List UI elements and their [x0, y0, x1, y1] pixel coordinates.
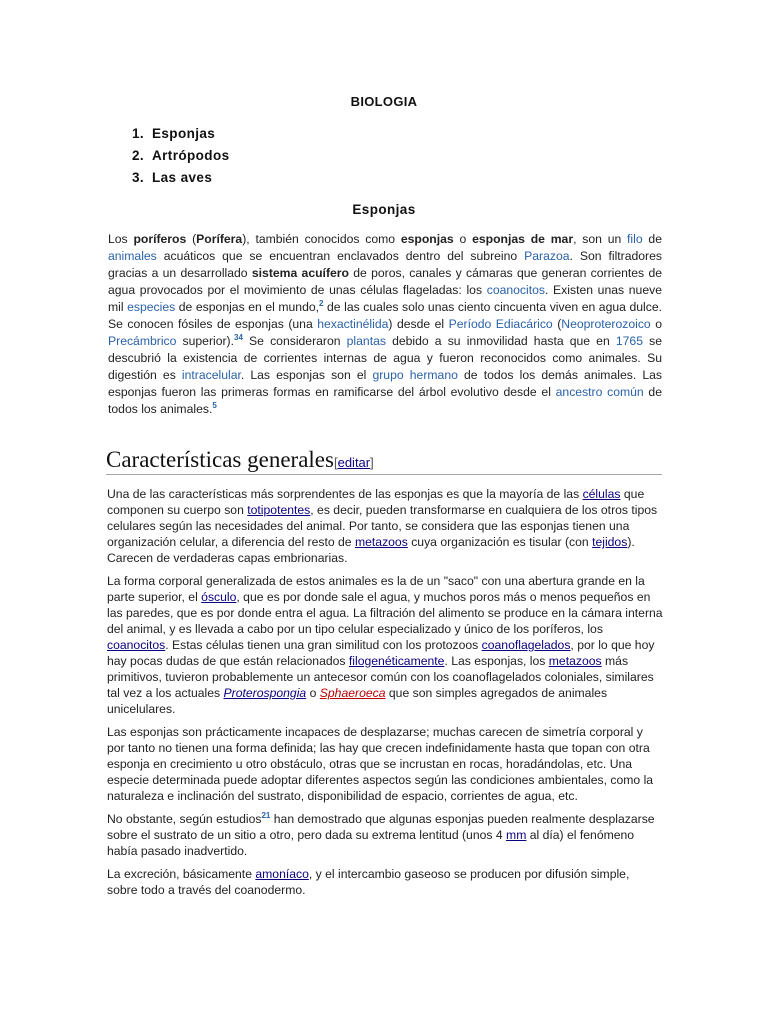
text: ), también conocidos como	[242, 232, 401, 246]
toc-number: 1.	[132, 126, 145, 141]
text: Una de las características más sorprendentes de las esponjas es que la mayoría de las	[107, 487, 583, 501]
paragraph-1	[107, 486, 663, 566]
link-intracelular[interactable]: intracelular	[181, 368, 241, 382]
toc-number: 3.	[132, 170, 145, 185]
edit-bracket: [	[333, 455, 338, 470]
text: La excreción, básicamente	[107, 867, 256, 881]
link-precambrico[interactable]: Precámbrico	[108, 334, 177, 348]
intro-paragraph	[108, 231, 662, 418]
text: , por lo que hoy hay pocas dudas de que están relacionados	[107, 638, 655, 668]
text: más primitivos, tuvieron probablemente un antecesor común con los coanoflagelados coloniales, similares tal vez a los actuales	[107, 654, 654, 700]
citation-21[interactable]: 21	[261, 810, 271, 820]
link-parazoa[interactable]: Parazoa	[524, 249, 570, 263]
text: o	[650, 317, 662, 331]
link-coanocitos[interactable]: coanocitos	[107, 638, 166, 652]
toc-label: Las aves	[152, 170, 213, 185]
section-heading	[106, 447, 662, 475]
text: . Estas células tienen una gran similitud con los protozoos	[165, 638, 482, 652]
text: debido a su inmovilidad hasta que en	[385, 334, 616, 348]
paragraph-3: Las esponjas son prácticamente incapaces de desplazarse; muchas carecen de simetría corporal y por tanto no tienen una forma definida; las hay que crecen indefinidamente hasta que topan con otra esponja en crecimiento u otro obstáculo, otras que se incrustan en rocas, horadándolas, etc. Una especie determinada puede adoptar diferentes aspectos según las condiciones ambientales, como la naturaleza e inclinación del sustrato, disponibilidad de espacio, corrientes de agua, etc.	[107, 725, 654, 803]
text: que son simples agregados de animales unicelulares.	[107, 686, 608, 716]
paragraph-5	[107, 866, 663, 898]
text: ) desde el	[388, 317, 449, 331]
bold-term: poríferos	[133, 232, 187, 246]
text: o	[306, 686, 320, 700]
link-proterospongia[interactable]: Proterospongia	[223, 686, 307, 700]
link-neoproterozoico[interactable]: Neoproterozoico	[561, 317, 651, 331]
toc-label: Esponjas	[152, 126, 216, 141]
link-hexactinelida[interactable]: hexactinélida	[317, 317, 389, 331]
text: de	[642, 232, 662, 246]
link-totipotentes[interactable]: totipotentes	[247, 503, 311, 517]
text: . Las esponjas son el	[240, 368, 373, 382]
paragraph-4	[107, 811, 663, 859]
text: , que es por donde sale el agua, y muchos poros más o menos pequeños en las paredes, que es por donde entra el agua. La filtración del alimento se produce en la cámara interna del animal, y es llevada a cabo por un tipo celular especializado y único de los poríferos, los	[107, 590, 663, 636]
document-title: BIOLOGIA	[350, 94, 418, 109]
text: de las cuales solo unas ciento cincuenta viven en agua dulce. Se conocen fósiles de esponjas (una	[108, 300, 662, 331]
text: que componen su cuerpo son	[107, 487, 645, 517]
link-periodo-ediacarico[interactable]: Período Ediacárico	[448, 317, 553, 331]
text: acuáticos que se encuentran enclavados dentro del subreino	[156, 249, 525, 263]
link-osculo[interactable]: ósculo	[201, 590, 237, 604]
text: se descubrió la existencia de corrientes internas de agua y fueron reconocidos como animales. Su digestión es	[108, 334, 662, 382]
bold-term: sistema acuífero	[251, 266, 349, 280]
text: cuya organización es tisular (con	[407, 535, 593, 549]
link-metazoos[interactable]: metazoos	[548, 654, 602, 668]
text: (	[552, 317, 562, 331]
edit-bracket: ]	[370, 455, 374, 470]
bold-term: Porífera	[196, 232, 243, 246]
table-of-contents	[132, 126, 230, 192]
toc-item	[132, 126, 230, 148]
edit-section	[334, 455, 374, 470]
link-tejidos[interactable]: tejidos	[592, 535, 628, 549]
heading-text: Características generales	[106, 447, 334, 472]
link-animales[interactable]: animales	[108, 249, 157, 263]
text: de poros, canales y cámaras que generan corrientes de agua provocados por el movimiento de unas células flageladas: los	[108, 266, 662, 297]
paragraph-2	[107, 573, 663, 717]
text: , son un	[573, 232, 628, 246]
link-coanocitos[interactable]: coanocitos	[486, 283, 545, 297]
article-body	[107, 486, 663, 905]
text: de todos los animales.	[108, 385, 662, 416]
edit-link[interactable]: editar	[337, 455, 371, 470]
toc-item	[132, 170, 230, 192]
link-metazoos[interactable]: metazoos	[354, 535, 408, 549]
link-mm[interactable]: mm	[506, 828, 527, 842]
link-filo[interactable]: filo	[627, 232, 643, 246]
text: , y el intercambio gaseoso se producen por difusión simple, sobre todo a través del coanodermo.	[107, 867, 630, 897]
toc-number: 2.	[132, 148, 145, 163]
link-plantas[interactable]: plantas	[346, 334, 386, 348]
citation-34[interactable]: 34	[234, 332, 243, 342]
text: . Existen unas nueve mil	[108, 283, 662, 314]
section-title: Esponjas	[352, 202, 416, 217]
bold-term: esponjas de mar	[472, 232, 574, 246]
link-filogeneticamente[interactable]: filogenéticamente	[348, 654, 445, 668]
red-link-sphaeroeca[interactable]: Sphaeroeca	[319, 686, 386, 700]
text: o	[453, 232, 473, 246]
citation-5[interactable]: 5	[212, 400, 217, 410]
toc-label: Artrópodos	[152, 148, 230, 163]
link-amoniaco[interactable]: amoníaco	[255, 867, 309, 881]
toc-item	[132, 148, 230, 170]
text: (	[186, 232, 197, 246]
link-grupo-hermano[interactable]: grupo hermano	[372, 368, 458, 382]
text: de esponjas en el mundo,	[175, 300, 320, 314]
citation-2[interactable]: 2	[319, 298, 324, 308]
text: superior).	[176, 334, 235, 348]
text: . Son filtradores gracias a un desarrollado	[108, 249, 662, 280]
link-especies[interactable]: especies	[127, 300, 176, 314]
text: al día) el fenómeno había pasado inadvertido.	[107, 828, 635, 858]
text: ). Carecen de verdaderas capas embrionarias.	[107, 535, 635, 565]
link-1765[interactable]: 1765	[615, 334, 643, 348]
link-ancestro-comun[interactable]: ancestro común	[555, 385, 644, 399]
bold-term: esponjas	[400, 232, 454, 246]
link-celulas[interactable]: células	[582, 487, 621, 501]
text: han demostrado que algunas esponjas pueden realmente desplazarse sobre el sustrato de un sitio a otro, pero dada su extrema lentitud (unos 4	[107, 812, 655, 842]
text: Los	[108, 232, 134, 246]
text: de todos los demás animales. Las esponjas fueron las primeras formas en ramificarse del árbol evolutivo desde el	[108, 368, 662, 399]
text: Se consideraron	[242, 334, 347, 348]
text: La forma corporal generalizada de estos animales es la de un "saco" con una abertura grande en la parte superior, el	[107, 574, 645, 604]
text: No obstante, según estudios	[107, 812, 262, 826]
link-coanoflagelados[interactable]: coanoflagelados	[481, 638, 571, 652]
text: , es decir, pueden transformarse en cualquiera de los otros tipos celulares según las necesidades del animal. Por tanto, se considera que las esponjas tienen una organización celular, a diferencia del resto de	[107, 503, 658, 549]
text: . Las esponjas, los	[444, 654, 549, 668]
